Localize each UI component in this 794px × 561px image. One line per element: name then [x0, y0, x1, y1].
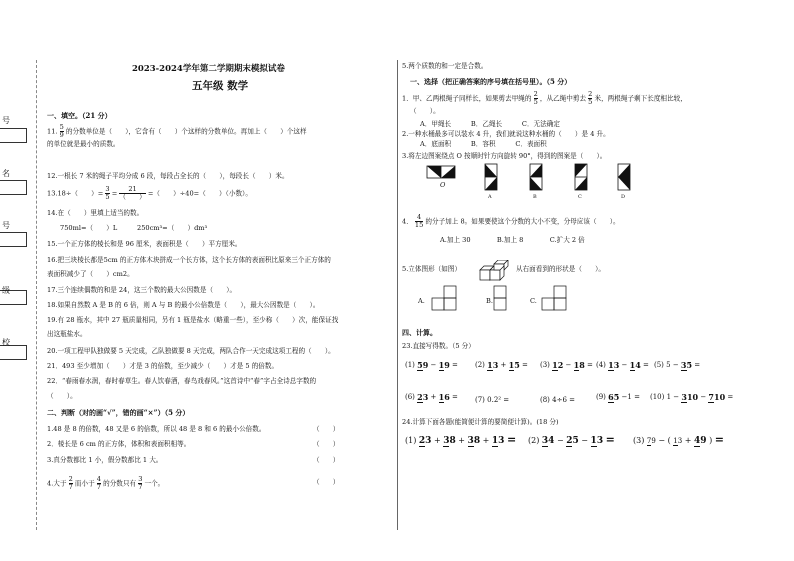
side-box-2: [0, 180, 27, 195]
choice-2-options: A．底面积 B．容积 C．表面积: [420, 140, 547, 148]
choice-4: 4． $\frac{4}{15}$ 的分子加上 8。如果要使这个分数的大小不变，分母应该（ ）。: [402, 213, 620, 229]
judge-2: 2．棱长是 6 cm 的正方体，体积和表面积相等。: [47, 440, 191, 448]
question-11-cont: 的单位就是最小的质数。: [47, 140, 120, 148]
side-label-school: 校: [2, 338, 10, 347]
question-16: 16.把三块棱长都是5cm 的正方体木块拼成一个长方体，这个长方体的表面积比原来三个正方体的: [47, 256, 331, 264]
side-label-class: 级: [2, 286, 10, 295]
judge-1: 1.48 是 8 的倍数，48 又是 6 的倍数，所以 48 是 8 和 6 的最小公倍数。: [47, 425, 266, 433]
calc-1: (1) 59 − 19 =: [405, 360, 458, 370]
fraction-5-9: $\frac{5}{9}$: [59, 123, 64, 139]
choice-5-cont: 从右面看到的形状是（ ）。: [516, 265, 606, 273]
calc-10: (10) 1 − 310 − 710 =: [650, 392, 734, 402]
question-17: 17.三个连续偶数的和是 24，这三个数的最大公因数是（ ）。: [47, 286, 237, 294]
page-title: 2023-2024学年第二学期期末模拟试卷: [132, 64, 285, 74]
section-true-false: 二、判断（对的画“√”，错的画“×”）（5 分）: [47, 408, 190, 417]
option-d-label: D: [621, 194, 626, 200]
view-options: [430, 282, 580, 312]
side-label-name: 名: [2, 169, 10, 178]
question-22-cont: （ ）。: [47, 392, 77, 400]
binding-line: [36, 60, 37, 530]
choice-1-options: A．甲绳长 B．乙绳长 C．无法确定: [420, 120, 560, 128]
question-23: 23.直接写得数。（5 分）: [402, 342, 475, 350]
option-b-label: B: [533, 194, 537, 200]
choice-3: 3.将左边图案绕点 O 按顺时针方向旋转 90°，得到的图案是（ ）。: [402, 152, 607, 160]
question-14-items: 750ml=（ ）L 250cm³=（ ）dm³: [60, 224, 208, 232]
judge-3-paren: （ ）: [313, 456, 340, 464]
section-calculation: 四、计算。: [402, 328, 437, 337]
question-22: 22．“春雨春水润，春时春草生。春人饮春酒，春鸟戏春风。”这首诗中“春”字占全诗总字数的: [47, 377, 317, 385]
calc24-2: (2) 34 − 25 − 13 =: [528, 433, 615, 446]
question-16-cont: 表面积减少了（ ）cm2。: [47, 270, 134, 278]
judge-3: 3.真分数都比 1 小，假分数都比 1 大。: [47, 456, 163, 464]
original-figure: [427, 166, 455, 178]
question-18: 18.如果自然数 A 是 B 的 6 倍，则 A 与 B 的最小公倍数是（ ），最大公因数是（ ）。: [47, 301, 320, 309]
choice-4-options: A.加上 30 B.加上 8 C.扩大 2 倍: [440, 236, 585, 244]
judge-4-paren: （ ）: [313, 478, 340, 486]
option-d-figure: [618, 164, 630, 190]
judge-5: 5.两个质数的和一定是合数。: [402, 62, 488, 70]
calc-4: (4) 13 − 14 =: [596, 360, 649, 370]
question-14: 14.在（ ）里填上适当的数。: [47, 209, 144, 217]
view-option-b-label: B.: [486, 297, 493, 305]
view-option-c-label: C.: [530, 297, 537, 305]
question-15: 15.一个正方体的棱长和是 96 厘米，表面积是（ ）平方厘米。: [47, 240, 242, 248]
page-subtitle: 五年级 数学: [192, 80, 249, 92]
judge-4: 4.大于 $\frac{2}{7}$ 而小于 $\frac{4}{7}$ 的分数只有 $\frac{3}{7}$ 一个。: [47, 475, 165, 491]
question-19: 19.有 28 瓶水，其中 27 瓶质量相同，另有 1 瓶是盐水（略重一些），至少称（ ）次，能保证找: [47, 316, 339, 324]
question-20: 20.一项工程甲队独做要 5 天完成，乙队独做要 8 天完成，两队合作一天完成这项工程的（ ）。: [47, 347, 335, 355]
calc-5: (5) 5 − 35 =: [654, 360, 701, 370]
question-19-cont: 出这瓶盐水。: [47, 330, 87, 338]
side-box-1: [0, 128, 27, 143]
question-12: 12.一根长 7 米的绳子平均分成 6 段，每段占全长的（ ），每段长（ ）米。: [47, 172, 289, 180]
side-box-3: [0, 232, 27, 247]
calc24-1: (1) 23 + 38 + 38 + 13 =: [405, 433, 517, 446]
view-option-a-label: A.: [418, 297, 425, 305]
calc-9: (9) 65 −1 =: [596, 392, 640, 402]
side-label-id: 号: [2, 116, 10, 125]
calc-8: (8) 4÷6 =: [540, 396, 576, 404]
question-11: 11. $\frac{5}{9}$ 的分数单位是（ ），它含有（ ）个这样的分数单位。再加上（ ）个这样: [47, 123, 307, 139]
question-13: 13.18÷（ ）= $\frac{3}{5}$ = $\frac{21}{( )}$ =（ ）÷40=（ ）（小数）。: [47, 185, 252, 201]
question-21: 21．493 至少增加（ ）才是 3 的倍数，至少减少（ ）才是 5 的倍数。: [47, 362, 279, 370]
calc24-3: (3) 79 − ( 13 + 49 ) =: [633, 433, 724, 446]
option-a-figure: [485, 164, 497, 190]
calc-7: (7) 0.2² =: [475, 396, 510, 404]
option-c-figure: [575, 164, 587, 190]
choice-1-paren: （ ）。: [410, 107, 440, 115]
solid-figure: [478, 260, 514, 282]
calc-6: (6) 23 + 16 =: [405, 392, 458, 402]
option-c-label: C: [578, 194, 582, 200]
side-label-seat: 号: [2, 221, 10, 230]
judge-1-paren: （ ）: [313, 425, 340, 433]
choice-2: 2.一种水桶最多可以装水 4 升，我们就说这种水桶的（ ）是 4 升。: [402, 130, 610, 138]
calc-3: (3) 12 − 18 =: [540, 360, 593, 370]
choice-1: 1．甲、乙两根绳子同样长，如果剪去甲绳的 $\frac{2}{5}$ ，从乙绳中剪去 $\frac{2}{5}$ 米，两根绳子剩下长度相比较，: [402, 90, 687, 106]
column-divider: [397, 60, 398, 530]
section-fill-blank: 一、填空。（21 分）: [47, 111, 112, 120]
question-24: 24.计算下面各题(能简便计算的要简便计算)。(18 分): [402, 418, 559, 426]
rotation-point-o: O: [440, 181, 446, 189]
calc-2: (2) 13 + 15 =: [475, 360, 528, 370]
choice-5: 5.立体图形（如图）: [402, 265, 462, 273]
option-b-figure: [530, 164, 542, 190]
option-a-label: A: [488, 194, 492, 200]
section-choice: 一、选择（把正确答案的序号填在括号里）。（5 分）: [410, 77, 572, 86]
judge-2-paren: （ ）: [313, 440, 340, 448]
